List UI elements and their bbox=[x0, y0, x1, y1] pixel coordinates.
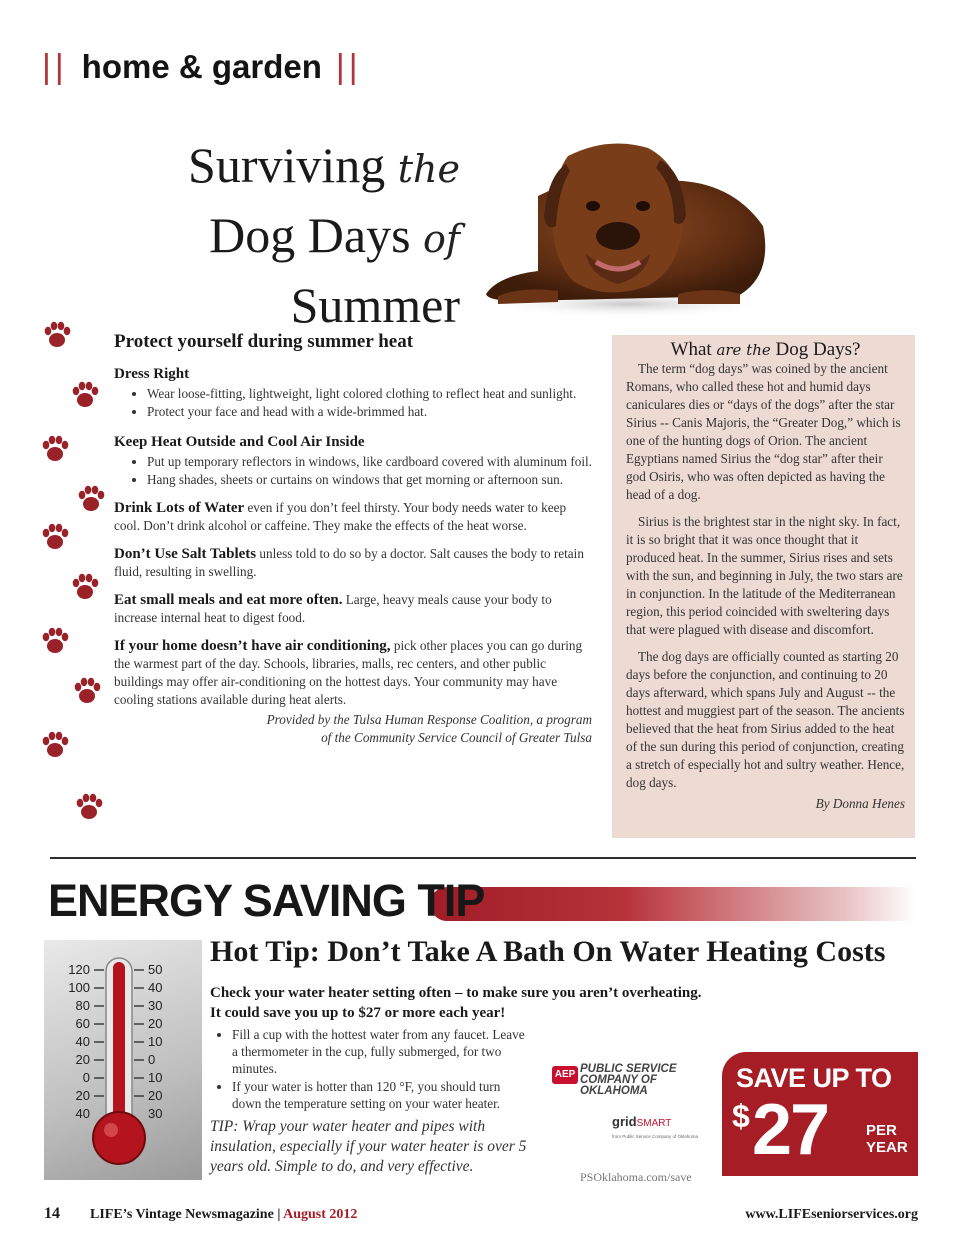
sidebar-title-script: are the bbox=[716, 341, 771, 359]
gridsmart-subtitle: from Public Service Company of Oklahoma bbox=[612, 1134, 699, 1139]
check-heater-line-1: Check your water heater setting often – to make sure you aren’t overheating. bbox=[210, 985, 702, 1001]
small-meals-lead: Eat small meals and eat more often. bbox=[114, 592, 343, 608]
gridsmart-grid: grid bbox=[612, 1114, 637, 1129]
small-meals-text: Large, heavy meals cause your body to increase internal heat to digest food. bbox=[114, 592, 552, 625]
keep-heat-heading: Keep Heat Outside and Cool Air Inside bbox=[114, 434, 365, 450]
dog-days-sidebar bbox=[612, 335, 915, 838]
drink-water-paragraph bbox=[114, 499, 592, 535]
headline-word-of: of bbox=[423, 217, 460, 261]
pso-logo bbox=[552, 1062, 692, 1104]
thermometer-icon bbox=[44, 940, 202, 1180]
paw-print-icon bbox=[40, 730, 70, 760]
paw-print-icon bbox=[76, 484, 106, 514]
thermo-right-label: 0 bbox=[148, 1052, 156, 1067]
save-year: YEAR bbox=[866, 1139, 908, 1156]
thermo-left-label: 20 bbox=[75, 1052, 90, 1067]
save-badge bbox=[722, 1052, 918, 1176]
list-item: • Put up temporary reflectors in windows, like cardboard covered with aluminum foil. bbox=[147, 453, 592, 471]
aep-mark: AEP bbox=[552, 1066, 578, 1084]
dog-photo bbox=[478, 136, 778, 318]
check-heater-text bbox=[210, 983, 770, 1023]
paw-print-icon bbox=[70, 380, 100, 410]
list-item: • Hang shades, sheets or curtains on windows that get morning or afternoon sun. bbox=[147, 471, 592, 489]
pso-line-1: PUBLIC SERVICE bbox=[580, 1063, 677, 1075]
thermo-right-label: 10 bbox=[148, 1034, 163, 1049]
thermo-right-label: 10 bbox=[148, 1070, 163, 1085]
magazine-name bbox=[90, 1207, 357, 1223]
sidebar-paragraph-3: The dog days are officially counted as starting 20 days before the conjunction, and continuing to 20 days afterward, which spans July and August -- the hottest and muggiest part of the season. The ancients believed that the heat from Sirius added to the heat of the sun during this period of conjunction, creating a stretch of especially hot and sultry weather. Hence, dog days. bbox=[626, 649, 905, 790]
pso-line-3: OKLAHOMA bbox=[580, 1085, 648, 1097]
energy-banner-band bbox=[430, 887, 916, 921]
issue-date: August 2012 bbox=[283, 1207, 358, 1222]
footer-separator: | bbox=[273, 1207, 284, 1222]
thermo-right-label: 30 bbox=[148, 1106, 163, 1121]
magazine-title: LIFE’s Vintage Newsmagazine bbox=[90, 1207, 274, 1222]
dress-right-heading: Dress Right bbox=[114, 366, 190, 382]
section-divider bbox=[50, 857, 916, 859]
sidebar-paragraph-1: The term “dog days” was coined by the ancient Romans, who called these hot and humid days caniculares dies or “days of the dogs” after the star Sirius -- Canis Majoris, the “Greater Dog,” which is one of the hunting dogs of Orion. The ancient Egyptians named Sirius the “dog star” after their god Osiris, who was often depicted as having the head of a dog. bbox=[626, 361, 901, 502]
salt-tablets-text: unless told to do so by a doctor. Salt causes the body to retain fluid, resulting in swelling. bbox=[114, 546, 584, 579]
paw-print-icon bbox=[40, 434, 70, 464]
paw-print-icon bbox=[40, 626, 70, 656]
drink-water-text: even if you don’t feel thirsty. Your body needs water to keep cool. Don’t drink alcohol or caffeine. They make the effects of the heat worse. bbox=[114, 500, 567, 533]
thermometer-image bbox=[44, 940, 202, 1180]
list-item: • Protect your face and head with a wide-brimmed hat. bbox=[147, 403, 592, 421]
air-conditioning-text: pick other places you can go during the warmest part of the day. Schools, libraries, malls, rec centers, and other public buildings may offer air-conditioning on the hottest days. Your community may have cooling stations available during heat alerts. bbox=[114, 638, 583, 707]
sidebar-paragraph-2: Sirius is the brightest star in the night sky. In fact, it is so bright that it was once thought that it produced heat. In the summer, Sirius rises and sets with the sun, and beginning in July, the two stars are in conjunction. In the latitude of the Mediterranean region, this period coincided with sweltering days that were plagued with disease and discomfort. bbox=[626, 514, 903, 637]
sidebar-byline: By Donna Henes bbox=[815, 796, 905, 811]
headline-word-the: the bbox=[397, 147, 460, 191]
thermo-left-label: 40 bbox=[75, 1106, 90, 1121]
paw-print-icon bbox=[74, 792, 104, 822]
save-dollar-sign: $ bbox=[732, 1098, 750, 1134]
paw-print-icon bbox=[42, 320, 72, 350]
thermo-left-label: 20 bbox=[75, 1088, 90, 1103]
thermo-right-label: 20 bbox=[148, 1088, 163, 1103]
thermo-right-label: 50 bbox=[148, 962, 163, 977]
thermo-right-label: 20 bbox=[148, 1016, 163, 1031]
salt-tablets-paragraph bbox=[114, 545, 592, 581]
list-item: • Wear loose-fitting, lightweight, light colored clothing to reflect heat and sunlight. bbox=[147, 385, 592, 403]
article-credit-line-2: of the Community Service Council of Greater Tulsa bbox=[321, 730, 592, 745]
salt-tablets-lead: Don’t Use Salt Tablets bbox=[114, 546, 257, 562]
thermo-left-label: 60 bbox=[75, 1016, 90, 1031]
section-bars-right: || bbox=[335, 47, 362, 86]
article-main bbox=[114, 333, 592, 747]
small-meals-paragraph bbox=[114, 591, 592, 627]
thermo-right-label: 30 bbox=[148, 998, 163, 1013]
headline-word-dog-days: Dog Days bbox=[209, 207, 411, 263]
headline bbox=[150, 132, 460, 338]
article-heading: Protect yourself during summer heat bbox=[114, 331, 414, 352]
thermo-left-label: 120 bbox=[68, 962, 90, 977]
gridsmart-smart: SMART bbox=[636, 1118, 672, 1129]
thermo-right-label: 40 bbox=[148, 980, 163, 995]
save-up-to: SAVE UP TO bbox=[736, 1063, 892, 1093]
paw-print-icon bbox=[72, 676, 102, 706]
thermo-left-label: 80 bbox=[75, 998, 90, 1013]
website-url: www.LIFEseniorservices.org bbox=[745, 1207, 918, 1222]
pso-line-2: COMPANY OF bbox=[580, 1074, 657, 1086]
list-item: • Fill a cup with the hottest water from any faucet. Leave a thermometer in the cup, fully submerged, for two minutes. bbox=[232, 1026, 530, 1077]
paw-print-icon bbox=[40, 522, 70, 552]
dress-right-list bbox=[114, 385, 592, 421]
energy-banner-title: ENERGY SAVING TIP bbox=[48, 875, 485, 926]
sidebar-title-part: What bbox=[670, 339, 717, 360]
save-per-year bbox=[866, 1122, 908, 1156]
air-conditioning-paragraph bbox=[114, 637, 592, 709]
drink-water-lead: Drink Lots of Water bbox=[114, 500, 245, 516]
section-header bbox=[42, 42, 362, 92]
headline-word-surviving: Surviving bbox=[188, 137, 386, 193]
sidebar-title-part: Dog Days? bbox=[770, 339, 861, 360]
section-bars-left: || bbox=[42, 47, 68, 86]
headline-word-summer: Summer bbox=[290, 277, 460, 333]
insulation-tip: TIP: Wrap your water heater and pipes with insulation, especially if your water heater is over 5 years old. Simple to do, and very effective. bbox=[210, 1118, 527, 1175]
article-credit-line-1: Provided by the Tulsa Human Response Coalition, a program bbox=[266, 712, 592, 727]
thermo-left-label: 100 bbox=[68, 980, 90, 995]
thermo-left-label: 0 bbox=[82, 1070, 90, 1085]
gridsmart-logo bbox=[612, 1115, 704, 1145]
pso-url: PSOklahoma.com/save bbox=[580, 1170, 692, 1184]
paw-print-icon bbox=[70, 572, 100, 602]
list-item: • If your water is hotter than 120 °F, you should turn down the temperature setting on your water heater. bbox=[232, 1078, 530, 1112]
save-per: PER bbox=[866, 1122, 897, 1139]
page-number: 14 bbox=[44, 1205, 60, 1222]
save-amount: 27 bbox=[752, 1090, 829, 1170]
hot-tip-list bbox=[210, 1026, 530, 1113]
section-title: home & garden bbox=[81, 48, 322, 85]
sidebar-title bbox=[626, 341, 905, 359]
check-heater-line-2: It could save you up to $27 or more each year! bbox=[210, 1005, 506, 1021]
thermo-left-label: 40 bbox=[75, 1034, 90, 1049]
air-conditioning-lead: If your home doesn’t have air conditioning, bbox=[114, 638, 391, 654]
hot-tip-title: Hot Tip: Don’t Take A Bath On Water Heating Costs bbox=[210, 935, 886, 968]
keep-heat-list bbox=[114, 453, 592, 489]
